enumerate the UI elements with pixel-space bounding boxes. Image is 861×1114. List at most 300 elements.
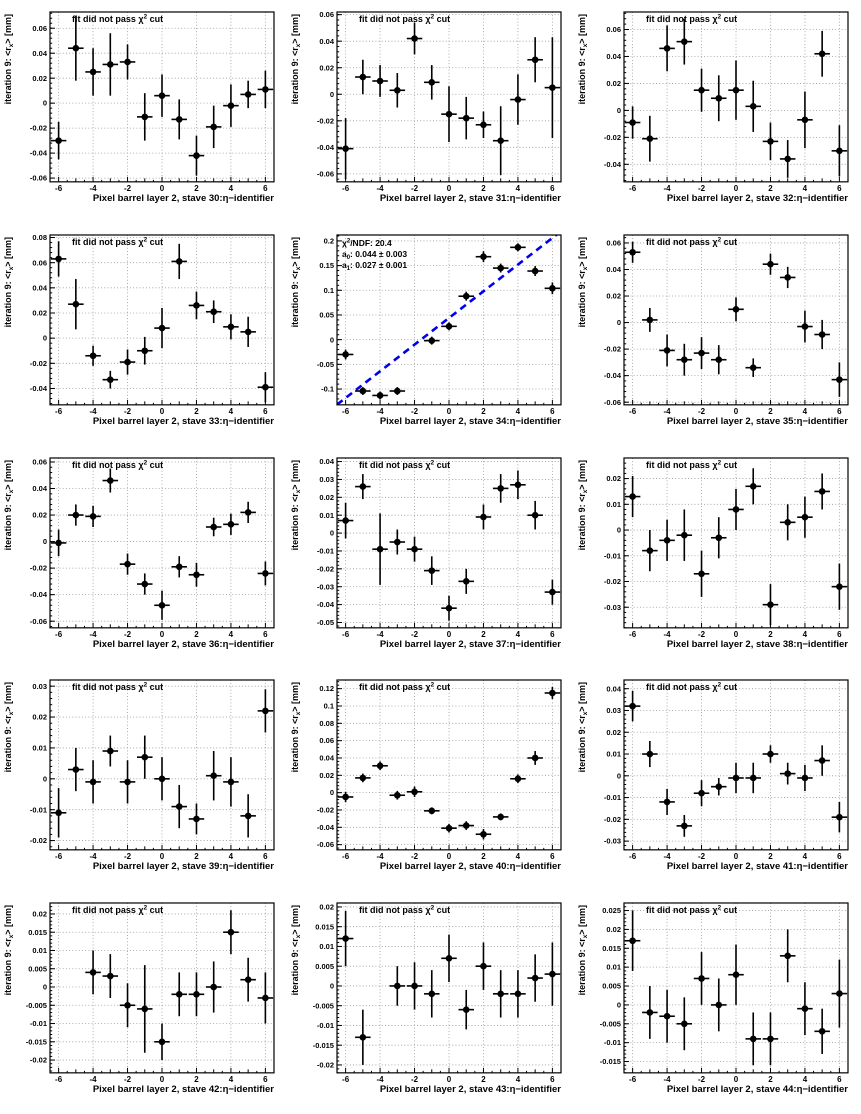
tick-labels — [317, 685, 555, 862]
svg-text:-6: -6 — [629, 852, 637, 862]
svg-text:4: 4 — [802, 406, 808, 416]
svg-text:-2: -2 — [410, 852, 419, 862]
svg-text:-0.015: -0.015 — [312, 1040, 334, 1050]
svg-text:0: 0 — [42, 333, 47, 343]
data-points — [338, 911, 560, 1065]
fit-cut-annotation: fit did not pass $\chi^2$ cut — [72, 236, 164, 247]
chart-svg-stave-42 — [0, 891, 287, 1114]
fit-cut-annotation: fit did not pass $\chi^2$ cut — [646, 904, 738, 916]
chart-svg-stave-32 — [574, 0, 861, 223]
svg-text:-2: -2 — [123, 1075, 132, 1085]
x-axis-title: Pixel barrel layer 2, stave 37:η−identifier — [379, 638, 561, 650]
data-points — [625, 468, 847, 625]
svg-text:-0.01: -0.01 — [316, 546, 334, 556]
svg-text:-0.01: -0.01 — [29, 805, 47, 815]
svg-text:0: 0 — [159, 406, 165, 416]
svg-text:-0.03: -0.03 — [603, 837, 621, 847]
svg-text:-2: -2 — [410, 183, 419, 193]
svg-text:6: 6 — [550, 406, 555, 416]
tick-labels — [604, 25, 842, 193]
svg-text:0.02: 0.02 — [32, 909, 47, 919]
svg-text:-6: -6 — [342, 406, 350, 416]
svg-text:-0.02: -0.02 — [29, 1055, 47, 1065]
svg-text:-0.04: -0.04 — [316, 142, 334, 152]
svg-text:-6: -6 — [342, 1075, 350, 1085]
grid-lines — [337, 903, 561, 1073]
svg-text:0.1: 0.1 — [323, 285, 334, 295]
svg-text:6: 6 — [550, 183, 555, 193]
svg-text:2: 2 — [194, 183, 199, 193]
svg-text:-2: -2 — [123, 183, 132, 193]
svg-text:-0.06: -0.06 — [29, 616, 47, 626]
svg-text:0: 0 — [733, 183, 739, 193]
svg-text:-0.04: -0.04 — [316, 823, 334, 833]
data-points — [85, 910, 273, 1060]
fit-cut-annotation: fit did not pass $\chi^2$ cut — [646, 459, 738, 470]
svg-text:0.02: 0.02 — [606, 728, 621, 738]
y-axis-title: iteration 9: $<r_x> [mm]$ — [289, 459, 302, 550]
svg-text:0: 0 — [42, 98, 47, 108]
svg-text:-0.04: -0.04 — [29, 589, 47, 599]
svg-text:-6: -6 — [55, 183, 63, 193]
svg-text:0: 0 — [329, 335, 334, 345]
svg-text:0.01: 0.01 — [319, 510, 334, 520]
axis-ticks — [50, 680, 265, 850]
svg-text:-0.05: -0.05 — [316, 359, 334, 369]
x-axis-title: Pixel barrel layer 2, stave 40:η−identifier — [379, 861, 561, 873]
svg-text:-4: -4 — [663, 629, 671, 639]
x-axis-title: Pixel barrel layer 2, stave 38:η−identifier — [666, 638, 848, 650]
x-axis-title: Pixel barrel layer 2, stave 42:η−identifier — [92, 1084, 274, 1096]
svg-text:-0.02: -0.02 — [316, 564, 334, 574]
svg-text:-4: -4 — [89, 406, 97, 416]
svg-text:-0.02: -0.02 — [29, 358, 47, 368]
svg-text:-6: -6 — [55, 629, 63, 639]
svg-text:0.005: 0.005 — [315, 961, 334, 971]
svg-text:-4: -4 — [89, 183, 97, 193]
x-axis-title: Pixel barrel layer 2, stave 43:η−identifier — [379, 1084, 561, 1096]
svg-text:-0.015: -0.015 — [599, 1057, 621, 1067]
svg-text:6: 6 — [263, 406, 268, 416]
y-axis-title: iteration 9: $<r_x> [mm]$ — [2, 682, 15, 773]
data-points — [625, 911, 847, 1066]
svg-text:-0.02: -0.02 — [29, 563, 47, 573]
svg-text:-0.01: -0.01 — [316, 1021, 334, 1031]
svg-text:0: 0 — [733, 629, 739, 639]
svg-text:2: 2 — [194, 852, 199, 862]
svg-text:0.03: 0.03 — [606, 706, 621, 716]
svg-text:2: 2 — [194, 406, 199, 416]
data-points — [338, 470, 560, 620]
svg-text:2: 2 — [481, 183, 486, 193]
fit-cut-annotation: fit did not pass $\chi^2$ cut — [71, 904, 164, 916]
svg-text:6: 6 — [550, 852, 555, 862]
svg-text:-4: -4 — [89, 852, 97, 862]
svg-text:4: 4 — [802, 629, 808, 639]
svg-text:0.015: 0.015 — [315, 922, 334, 932]
svg-text:-6: -6 — [55, 1075, 63, 1085]
svg-text:-6: -6 — [342, 183, 350, 193]
svg-text:0: 0 — [42, 536, 47, 546]
svg-text:0: 0 — [446, 852, 452, 862]
svg-text:-6: -6 — [342, 852, 350, 862]
axis-ticks — [624, 903, 839, 1073]
fit-cut-annotation: fit did not pass $\chi^2$ cut — [646, 13, 738, 24]
plot-panel-stave-39 — [0, 668, 287, 891]
svg-text:-2: -2 — [697, 852, 706, 862]
svg-text:-6: -6 — [629, 629, 637, 639]
svg-text:-4: -4 — [376, 406, 384, 416]
svg-text:-0.02: -0.02 — [316, 1060, 334, 1070]
x-axis-title: Pixel barrel layer 2, stave 34:η−identifier — [379, 415, 561, 427]
svg-text:0.02: 0.02 — [32, 73, 47, 83]
svg-text:4: 4 — [228, 1075, 234, 1085]
svg-text:0.15: 0.15 — [319, 260, 334, 270]
svg-text:0.02: 0.02 — [606, 79, 621, 89]
axis-ticks — [624, 458, 839, 628]
svg-text:0.005: 0.005 — [28, 964, 47, 974]
svg-text:6: 6 — [550, 629, 555, 639]
svg-text:2: 2 — [194, 1075, 199, 1085]
fit-cut-annotation: fit did not pass $\chi^2$ cut — [359, 459, 451, 470]
svg-text:0: 0 — [733, 852, 739, 862]
plot-panel-stave-42 — [0, 891, 287, 1114]
svg-text:0.03: 0.03 — [319, 474, 334, 484]
svg-text:0: 0 — [616, 771, 621, 781]
fit-stats-line-2: $a_1$: 0.027 ± 0.001 — [342, 259, 408, 272]
svg-text:0.04: 0.04 — [32, 48, 47, 58]
svg-text:0: 0 — [446, 629, 452, 639]
svg-text:-0.05: -0.05 — [316, 617, 334, 627]
svg-text:2: 2 — [481, 629, 486, 639]
svg-text:0.06: 0.06 — [319, 10, 334, 20]
y-axis-title: iteration 9: $<r_x> [mm]$ — [2, 459, 15, 550]
svg-text:6: 6 — [263, 183, 268, 193]
svg-text:0: 0 — [329, 788, 334, 798]
svg-text:-6: -6 — [629, 1075, 637, 1085]
chart-svg-stave-39 — [0, 668, 287, 891]
svg-text:-2: -2 — [697, 1075, 706, 1085]
svg-text:-2: -2 — [123, 629, 132, 639]
svg-text:4: 4 — [515, 1075, 521, 1085]
svg-text:-2: -2 — [410, 1075, 419, 1085]
svg-text:0.015: 0.015 — [602, 944, 621, 954]
svg-text:0.05: 0.05 — [319, 310, 334, 320]
svg-text:-0.02: -0.02 — [29, 836, 47, 846]
axis-ticks — [337, 903, 552, 1073]
tick-labels — [604, 474, 842, 639]
svg-text:-6: -6 — [629, 183, 637, 193]
svg-text:0.02: 0.02 — [32, 308, 47, 318]
y-axis-title: iteration 9: $<r_x> [mm]$ — [289, 236, 302, 328]
data-points — [625, 19, 847, 178]
plot-panel-stave-41 — [574, 668, 861, 891]
svg-text:-0.005: -0.005 — [25, 1001, 47, 1011]
svg-text:4: 4 — [802, 852, 808, 862]
svg-text:-0.06: -0.06 — [316, 169, 334, 179]
plot-panel-stave-31 — [287, 0, 574, 223]
y-axis-title: iteration 9: $<r_x> [mm]$ — [289, 13, 302, 105]
data-points — [51, 468, 273, 619]
svg-text:0.04: 0.04 — [319, 753, 334, 763]
axis-ticks — [624, 13, 839, 181]
svg-text:0.04: 0.04 — [32, 283, 47, 293]
svg-text:0: 0 — [616, 317, 621, 327]
svg-text:6: 6 — [263, 1075, 268, 1085]
svg-text:0.02: 0.02 — [32, 713, 47, 723]
plot-panel-stave-33 — [0, 223, 287, 446]
svg-text:0.02: 0.02 — [32, 510, 47, 520]
y-axis-title: iteration 9: $<r_x> [mm]$ — [2, 13, 15, 105]
svg-text:0.02: 0.02 — [319, 63, 334, 73]
svg-text:-0.02: -0.02 — [316, 116, 334, 126]
svg-text:0.02: 0.02 — [319, 492, 334, 502]
svg-text:-2: -2 — [123, 406, 132, 416]
data-points — [625, 241, 847, 396]
data-points — [338, 23, 560, 180]
svg-text:-0.02: -0.02 — [603, 344, 621, 354]
svg-text:0: 0 — [446, 1075, 452, 1085]
svg-text:0: 0 — [616, 1000, 621, 1010]
svg-text:0.01: 0.01 — [606, 499, 621, 509]
svg-text:0: 0 — [329, 981, 334, 991]
tick-labels — [30, 682, 268, 861]
chart-svg-stave-36 — [0, 446, 287, 669]
x-axis-title: Pixel barrel layer 2, stave 33:η−identifier — [92, 415, 274, 427]
svg-text:0.04: 0.04 — [32, 483, 47, 493]
svg-text:-0.005: -0.005 — [312, 1001, 334, 1011]
svg-text:2: 2 — [768, 183, 773, 193]
svg-text:-2: -2 — [697, 629, 706, 639]
x-axis-title: Pixel barrel layer 2, stave 31:η−identifier — [379, 192, 561, 204]
svg-text:0: 0 — [733, 406, 739, 416]
svg-text:0: 0 — [42, 774, 47, 784]
svg-text:4: 4 — [228, 406, 234, 416]
svg-text:-0.04: -0.04 — [316, 599, 334, 609]
x-axis-title: Pixel barrel layer 2, stave 32:η−identifier — [666, 192, 848, 204]
fit-cut-annotation: fit did not pass $\chi^2$ cut — [359, 904, 451, 916]
svg-text:4: 4 — [515, 183, 521, 193]
svg-text:0.01: 0.01 — [319, 942, 334, 952]
chart-svg-stave-35 — [574, 223, 861, 446]
svg-text:0: 0 — [159, 183, 165, 193]
axis-ticks — [624, 680, 839, 850]
svg-text:-0.03: -0.03 — [603, 602, 621, 612]
plot-panel-stave-35 — [574, 223, 861, 446]
fit-cut-annotation: fit did not pass $\chi^2$ cut — [646, 681, 738, 693]
chart-svg-stave-44 — [574, 891, 861, 1114]
svg-text:0.06: 0.06 — [32, 457, 47, 467]
svg-text:0.02: 0.02 — [606, 473, 621, 483]
svg-text:0.02: 0.02 — [319, 771, 334, 781]
svg-text:0: 0 — [616, 105, 621, 115]
x-axis-title: Pixel barrel layer 2, stave 35:η−identifier — [666, 415, 848, 427]
x-axis-title: Pixel barrel layer 2, stave 39:η−identifier — [92, 861, 274, 873]
svg-text:0: 0 — [329, 89, 334, 99]
svg-text:0.12: 0.12 — [319, 684, 334, 694]
svg-text:0: 0 — [616, 525, 621, 535]
fit-cut-annotation: fit did not pass $\chi^2$ cut — [72, 459, 164, 470]
svg-text:0: 0 — [42, 982, 47, 992]
axis-ticks — [50, 903, 265, 1073]
svg-text:-0.02: -0.02 — [603, 576, 621, 586]
svg-text:-4: -4 — [89, 1075, 97, 1085]
svg-text:0.06: 0.06 — [606, 238, 621, 248]
svg-text:-0.02: -0.02 — [603, 132, 621, 142]
svg-text:2: 2 — [768, 629, 773, 639]
svg-text:-0.02: -0.02 — [316, 805, 334, 815]
svg-text:4: 4 — [802, 183, 808, 193]
svg-text:0: 0 — [733, 1075, 739, 1085]
svg-text:2: 2 — [481, 406, 486, 416]
svg-text:-0.02: -0.02 — [603, 815, 621, 825]
chart-svg-stave-33 — [0, 223, 287, 446]
svg-text:-0.03: -0.03 — [316, 581, 334, 591]
svg-text:-4: -4 — [376, 183, 384, 193]
svg-text:-0.01: -0.01 — [603, 793, 621, 803]
svg-text:-4: -4 — [376, 629, 384, 639]
chart-svg-stave-31 — [287, 0, 574, 223]
svg-text:6: 6 — [837, 629, 842, 639]
plot-panel-stave-37 — [287, 446, 574, 669]
svg-text:0: 0 — [446, 183, 452, 193]
svg-text:-0.06: -0.06 — [29, 173, 47, 183]
svg-text:0.1: 0.1 — [323, 701, 334, 711]
svg-text:4: 4 — [515, 406, 521, 416]
svg-text:4: 4 — [228, 183, 234, 193]
svg-text:-2: -2 — [123, 852, 132, 862]
plot-panel-stave-30 — [0, 0, 287, 223]
svg-text:-6: -6 — [342, 629, 350, 639]
svg-text:-4: -4 — [376, 852, 384, 862]
svg-text:4: 4 — [515, 629, 521, 639]
svg-text:0.005: 0.005 — [602, 981, 621, 991]
svg-text:-6: -6 — [55, 406, 63, 416]
axis-ticks — [50, 13, 265, 182]
data-points — [51, 13, 273, 176]
axis-ticks — [337, 682, 552, 850]
svg-text:2: 2 — [768, 406, 773, 416]
svg-text:6: 6 — [837, 852, 842, 862]
svg-text:0.01: 0.01 — [606, 962, 621, 972]
y-axis-title: iteration 9: $<r_x> [mm]$ — [289, 682, 302, 773]
svg-text:0: 0 — [446, 406, 452, 416]
svg-text:0.04: 0.04 — [606, 52, 621, 62]
svg-text:0.02: 0.02 — [606, 291, 621, 301]
x-axis-title: Pixel barrel layer 2, stave 44:η−identifier — [666, 1084, 848, 1096]
svg-text:0.2: 0.2 — [323, 236, 334, 246]
chart-svg-stave-40 — [287, 668, 574, 891]
svg-text:-4: -4 — [376, 1075, 384, 1085]
svg-text:0: 0 — [159, 852, 165, 862]
svg-text:0.04: 0.04 — [319, 36, 334, 46]
axis-ticks — [624, 237, 839, 404]
svg-text:-0.1: -0.1 — [321, 384, 334, 394]
svg-text:0.06: 0.06 — [606, 25, 621, 35]
y-axis-title: iteration 9: $<r_x> [mm]$ — [2, 905, 15, 996]
svg-text:0.01: 0.01 — [32, 946, 47, 956]
svg-text:-0.04: -0.04 — [29, 383, 47, 393]
fit-stats-line-0: $\chi^2$/NDF: 20.4 — [342, 237, 392, 248]
fit-cut-annotation: fit did not pass $\chi^2$ cut — [72, 681, 164, 693]
svg-text:-0.06: -0.06 — [316, 840, 334, 850]
svg-text:-0.04: -0.04 — [603, 371, 621, 381]
data-points — [51, 241, 273, 402]
chart-svg-stave-41 — [574, 668, 861, 891]
svg-text:-0.01: -0.01 — [603, 550, 621, 560]
svg-text:-6: -6 — [55, 852, 63, 862]
fit-cut-annotation: fit did not pass $\chi^2$ cut — [646, 236, 738, 247]
svg-text:0.02: 0.02 — [606, 925, 621, 935]
y-axis-title: iteration 9: $<r_x> [mm]$ — [576, 905, 589, 996]
plot-panel-stave-44 — [574, 891, 861, 1114]
svg-text:0.08: 0.08 — [32, 232, 47, 242]
svg-text:-0.015: -0.015 — [25, 1037, 47, 1047]
y-axis-title: iteration 9: $<r_x> [mm]$ — [289, 905, 302, 996]
svg-text:0.08: 0.08 — [319, 719, 334, 729]
svg-text:6: 6 — [263, 629, 268, 639]
svg-text:0.04: 0.04 — [606, 684, 621, 694]
svg-text:4: 4 — [515, 852, 521, 862]
svg-text:0.025: 0.025 — [602, 906, 621, 916]
svg-text:0.04: 0.04 — [319, 456, 334, 466]
plot-panel-stave-38 — [574, 446, 861, 669]
tick-labels — [30, 457, 268, 638]
x-axis-title: Pixel barrel layer 2, stave 41:η−identifier — [666, 861, 848, 873]
svg-text:-4: -4 — [89, 629, 97, 639]
svg-text:4: 4 — [802, 1075, 808, 1085]
svg-text:0.06: 0.06 — [319, 736, 334, 746]
svg-text:-0.04: -0.04 — [29, 148, 47, 158]
chart-svg-stave-38 — [574, 446, 861, 669]
svg-text:0.03: 0.03 — [32, 682, 47, 692]
fit-cut-annotation: fit did not pass $\chi^2$ cut — [359, 681, 451, 693]
svg-text:-4: -4 — [663, 852, 671, 862]
fit-cut-annotation: fit did not pass $\chi^2$ cut — [359, 13, 451, 24]
plot-panel-stave-43 — [287, 891, 574, 1114]
fit-stats-line-1: $a_0$: 0.044 ± 0.003 — [342, 248, 408, 261]
svg-text:0: 0 — [329, 528, 334, 538]
svg-text:-2: -2 — [697, 406, 706, 416]
svg-text:0.06: 0.06 — [32, 258, 47, 268]
tick-labels — [600, 906, 842, 1084]
chart-svg-stave-30 — [0, 0, 287, 223]
svg-text:2: 2 — [768, 852, 773, 862]
plot-panel-stave-32 — [574, 0, 861, 223]
svg-text:-0.01: -0.01 — [603, 1038, 621, 1048]
svg-text:-6: -6 — [629, 406, 637, 416]
plot-panel-stave-36 — [0, 446, 287, 669]
svg-text:2: 2 — [194, 629, 199, 639]
x-axis-title: Pixel barrel layer 2, stave 36:η−identifier — [92, 638, 274, 650]
svg-text:0.06: 0.06 — [32, 23, 47, 33]
y-axis-title: iteration 9: $<r_x> [mm]$ — [576, 682, 589, 773]
svg-text:0.01: 0.01 — [32, 743, 47, 753]
svg-text:6: 6 — [837, 1075, 842, 1085]
svg-text:-2: -2 — [410, 406, 419, 416]
svg-text:2: 2 — [481, 852, 486, 862]
fit-cut-annotation: fit did not pass $\chi^2$ cut — [72, 13, 164, 24]
y-axis-title: iteration 9: $<r_x> [mm]$ — [2, 236, 15, 328]
x-axis-title: Pixel barrel layer 2, stave 30:η−identifier — [92, 192, 274, 204]
svg-text:6: 6 — [263, 852, 268, 862]
svg-text:0.02: 0.02 — [319, 902, 334, 912]
svg-text:4: 4 — [228, 852, 234, 862]
svg-text:-0.02: -0.02 — [29, 123, 47, 133]
svg-text:-2: -2 — [410, 629, 419, 639]
svg-text:-0.01: -0.01 — [29, 1019, 47, 1029]
svg-text:0.01: 0.01 — [606, 750, 621, 760]
